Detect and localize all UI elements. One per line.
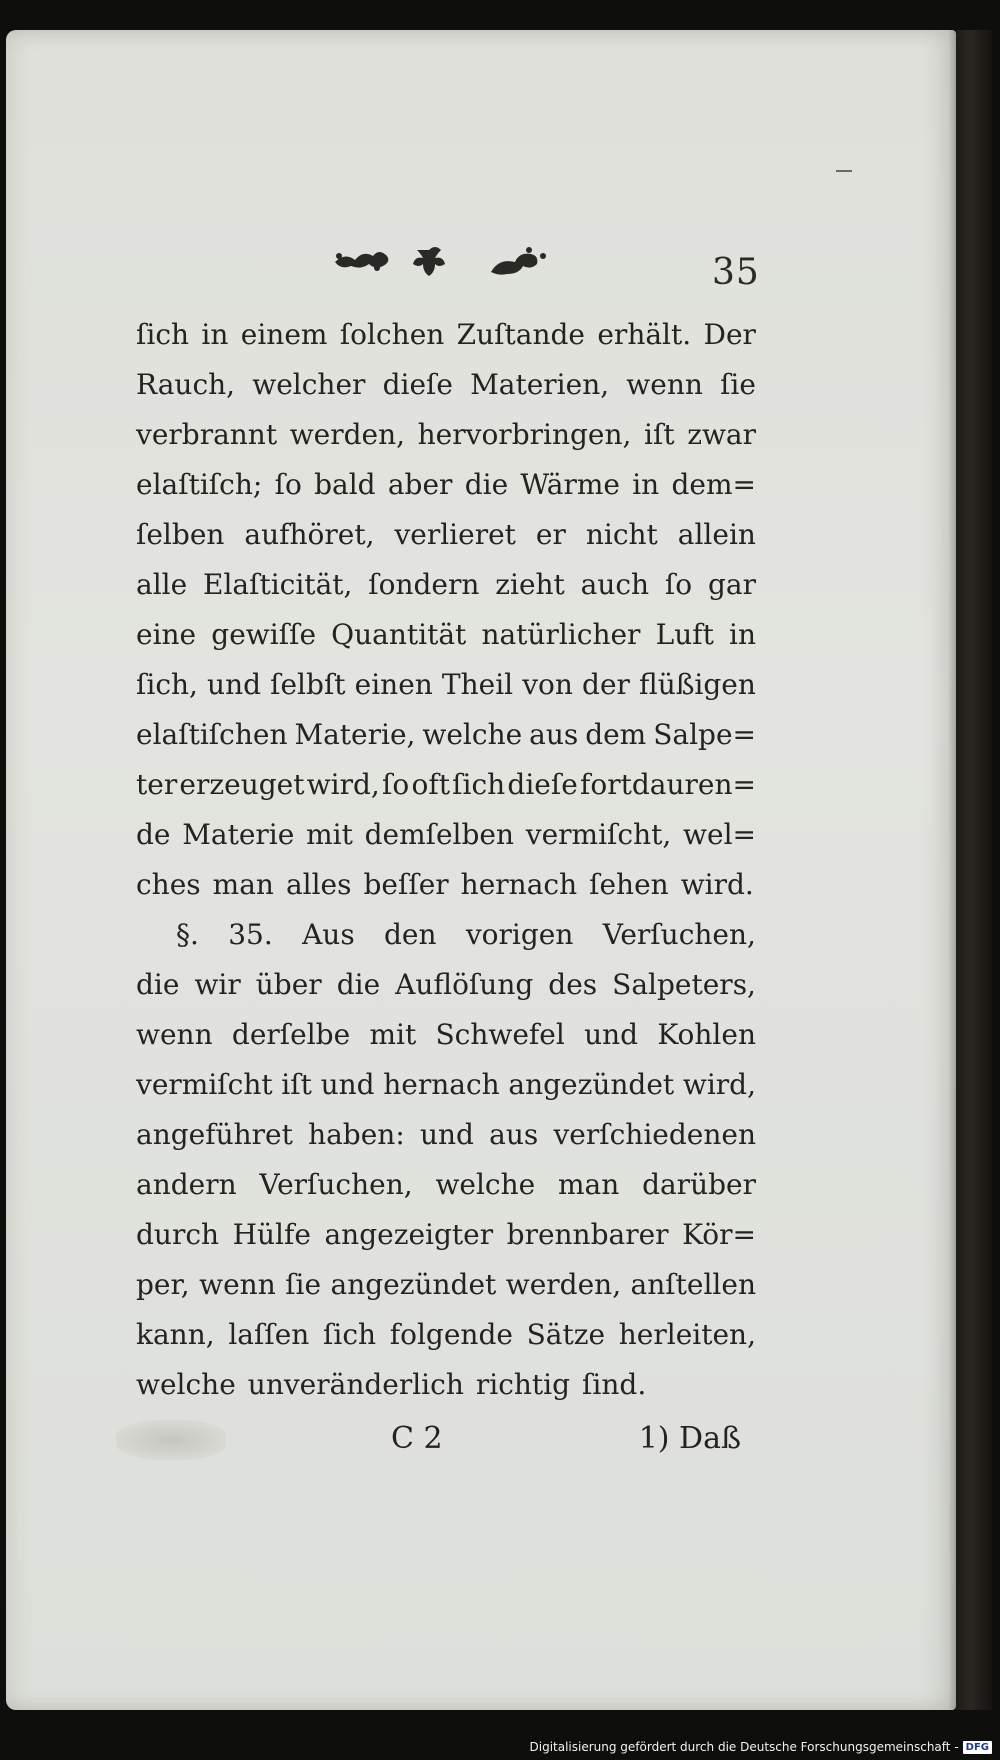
edge-mark: [836, 170, 852, 172]
text-line-21: [136, 1310, 756, 1360]
word: Sätze: [526, 1318, 606, 1351]
word: wird,: [682, 1068, 756, 1101]
text-line-14: [136, 960, 756, 1010]
word: aus: [489, 1118, 539, 1151]
word: brennbarer: [506, 1218, 669, 1251]
word: Auflöſung: [395, 968, 534, 1001]
word: zieht: [495, 568, 565, 601]
word: Materie,: [294, 718, 416, 751]
word: auch: [580, 568, 650, 601]
word: allein: [677, 518, 756, 551]
word: §.: [176, 918, 199, 951]
text-line-5: [136, 510, 756, 560]
word: aufhöret,: [244, 518, 375, 551]
word: ſich,: [136, 668, 198, 701]
word: Der: [703, 318, 756, 351]
word: Verſuchen,: [602, 918, 756, 951]
word: ſolchen: [339, 318, 445, 351]
text-line-19: [136, 1210, 756, 1260]
dfg-logo: DFG: [963, 1741, 992, 1754]
word: Zuſtande: [456, 318, 585, 351]
word: Luft: [655, 618, 714, 651]
word: wird,: [306, 768, 380, 801]
word: iſt: [281, 1068, 312, 1101]
word: de: [136, 818, 171, 851]
word: dieſe: [382, 368, 453, 401]
word: welche: [136, 1368, 236, 1401]
word: hernach: [460, 868, 578, 901]
word: hernach: [383, 1068, 500, 1101]
text-line-7: [136, 610, 756, 660]
word: ſo: [274, 468, 302, 501]
printers-ornament: [331, 242, 571, 282]
word: wenn: [199, 1268, 276, 1301]
word: folgende: [389, 1318, 513, 1351]
book-page: [6, 30, 956, 1710]
word: wel=: [683, 818, 756, 851]
word: dem=: [671, 468, 756, 501]
body-text: [136, 310, 756, 1410]
word: der: [582, 668, 630, 701]
word: alle: [136, 568, 188, 601]
word: von: [522, 668, 573, 701]
text-line-12: [136, 860, 756, 910]
word: und: [419, 1118, 474, 1151]
text-line-2: [136, 360, 756, 410]
digitization-credit: [530, 1740, 993, 1754]
word: welche: [435, 1168, 536, 1201]
word: unveränderlich: [247, 1368, 464, 1401]
word: Verſuchen,: [259, 1168, 413, 1201]
word: dieſe: [507, 768, 578, 801]
text-line-20: [136, 1260, 756, 1310]
word: den: [384, 918, 437, 951]
word: in: [632, 468, 660, 501]
word: ſie: [285, 1268, 322, 1301]
word: fortdauren=: [580, 768, 756, 801]
word: flüßigen: [639, 668, 756, 701]
word: gar: [707, 568, 756, 601]
word: ſelbſt: [270, 668, 346, 701]
word: wenn: [136, 1018, 213, 1051]
word: welcher: [252, 368, 366, 401]
word: man: [558, 1168, 620, 1201]
word: angezündet: [508, 1068, 675, 1101]
word: werden,: [505, 1268, 622, 1301]
word: und: [207, 668, 262, 701]
word: Materie: [182, 818, 295, 851]
text-line-9: [136, 710, 756, 760]
word: eine: [136, 618, 197, 651]
word: ſo: [664, 568, 693, 601]
text-line-11: [136, 810, 756, 860]
word: ſo: [382, 768, 410, 801]
word: beſſer: [363, 868, 449, 901]
word: nicht: [585, 518, 658, 551]
word: ſich: [136, 318, 190, 351]
word: darüber: [642, 1168, 756, 1201]
word: elaſtiſchen: [136, 718, 288, 751]
word: Schwefel: [435, 1018, 565, 1051]
word: man: [212, 868, 274, 901]
word: die: [136, 968, 180, 1001]
word: des: [548, 968, 598, 1001]
text-line-10: [136, 760, 756, 810]
word: in: [729, 618, 756, 651]
word: verlieret: [394, 518, 516, 551]
word: aber: [387, 468, 453, 501]
word: demſelben: [364, 818, 515, 851]
text-line-4: [136, 460, 756, 510]
word: und: [584, 1018, 639, 1051]
word: oft: [411, 768, 450, 801]
word: und: [320, 1068, 375, 1101]
word: 35.: [228, 918, 273, 951]
word: erhält.: [597, 318, 692, 351]
word: ſondern: [368, 568, 480, 601]
word: in: [201, 318, 229, 351]
word: verbrannt: [136, 418, 278, 451]
word: wenn: [626, 368, 703, 401]
text-line-18: [136, 1160, 756, 1210]
word: angezündet: [330, 1268, 497, 1301]
word: Elaſticität,: [203, 568, 353, 601]
word: Salpeters,: [612, 968, 756, 1001]
word: wird.: [680, 868, 754, 901]
text-line-22: [136, 1360, 756, 1410]
word: Hülfe: [232, 1218, 311, 1251]
word: einen: [354, 668, 433, 701]
word: kann,: [136, 1318, 215, 1351]
word: er: [535, 518, 566, 551]
word: vermiſcht: [136, 1068, 273, 1101]
text-line-1: [136, 310, 756, 360]
word: ſie: [720, 368, 756, 401]
word: ter: [136, 768, 178, 801]
text-line-16: [136, 1060, 756, 1110]
word: laſſen: [228, 1318, 310, 1351]
word: Quantität: [331, 618, 467, 651]
word: Materien,: [470, 368, 610, 401]
word: bald: [314, 468, 376, 501]
word: hervorbringen,: [417, 418, 632, 451]
word: einem: [240, 318, 328, 351]
catchword: 1) Daß: [638, 1421, 741, 1456]
word: dem: [585, 718, 647, 751]
word: ches: [136, 868, 201, 901]
word: gewiſſe: [211, 618, 317, 651]
word: ſich: [323, 1318, 377, 1351]
word: die: [464, 468, 509, 501]
word: ſich: [452, 768, 506, 801]
book-spine-edge: [956, 30, 992, 1710]
word: mit: [306, 818, 353, 851]
word: natürlicher: [481, 618, 641, 651]
text-line-15: [136, 1010, 756, 1060]
word: andern: [136, 1168, 237, 1201]
word: über: [255, 968, 322, 1001]
word: welche: [422, 718, 523, 751]
word: Kohlen: [657, 1018, 756, 1051]
word: Wärme: [520, 468, 620, 501]
signature-mark: C 2: [391, 1421, 443, 1456]
page-number: 35: [712, 252, 760, 293]
word: alles: [285, 868, 352, 901]
word: mit: [369, 1018, 417, 1051]
word: Salpe=: [653, 718, 756, 751]
word: erzeuget: [179, 768, 305, 801]
word: verſchiedenen: [553, 1118, 756, 1151]
word: Aus: [302, 918, 355, 951]
word: durch: [136, 1218, 220, 1251]
word: Kör=: [682, 1218, 756, 1251]
word: richtig: [475, 1368, 571, 1401]
word: herleiten,: [618, 1318, 756, 1351]
text-line-3: [136, 410, 756, 460]
text-line-8: [136, 660, 756, 710]
word: vorigen: [465, 918, 574, 951]
word: ſind.: [582, 1368, 647, 1401]
text-line-6: [136, 560, 756, 610]
word: vermiſcht,: [525, 818, 672, 851]
word: Theil: [441, 668, 514, 701]
word: ſehen: [589, 868, 669, 901]
word: iſt: [644, 418, 675, 451]
word: ſelben: [136, 518, 225, 551]
word: werden,: [289, 418, 406, 451]
word: angeführet: [136, 1118, 293, 1151]
word: wir: [194, 968, 241, 1001]
word: aus: [529, 718, 579, 751]
word: derſelbe: [231, 1018, 351, 1051]
section-35-heading-line: [136, 910, 756, 960]
word: anſtellen: [630, 1268, 756, 1301]
word: elaſtiſch;: [136, 468, 263, 501]
word: die: [336, 968, 381, 1001]
text-line-17: [136, 1110, 756, 1160]
word: Rauch,: [136, 368, 236, 401]
page-footer: [136, 1414, 741, 1464]
word: per,: [136, 1268, 190, 1301]
word: haben:: [308, 1118, 405, 1151]
word: angezeigter: [324, 1218, 494, 1251]
credit-text: Digitalisierung gefördert durch die Deutsche Forschungsgemeinschaft -: [529, 1740, 959, 1754]
word: zwar: [687, 418, 756, 451]
